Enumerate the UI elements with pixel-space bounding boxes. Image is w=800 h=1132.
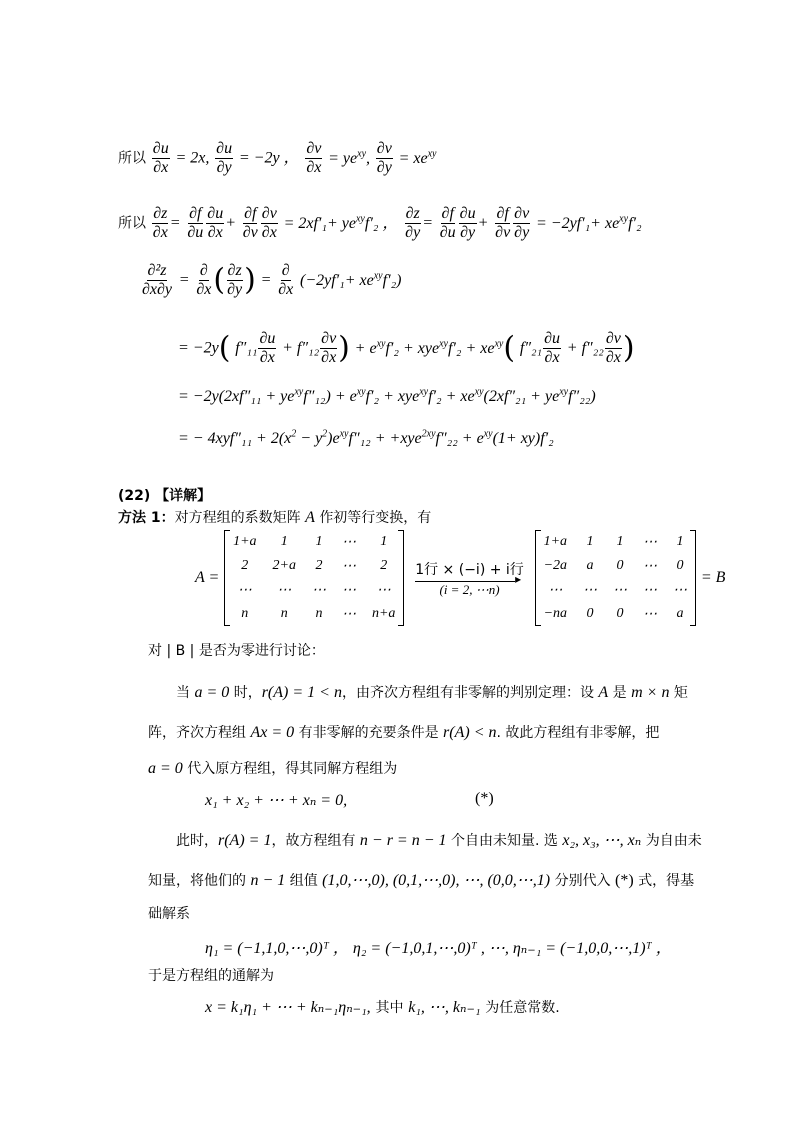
fraction: $\frac{\partial}{\partial x}$	[196, 262, 212, 298]
matrix-row	[536, 530, 695, 554]
fraction: $\frac{\partial f}{\partial u}$	[187, 205, 204, 241]
matrix-cell: ⋯	[311, 582, 326, 598]
matrix-cell: 1	[280, 534, 288, 549]
equation-tag: (*)	[475, 790, 494, 807]
matrix-cell: 0	[586, 606, 594, 621]
eq-part: = −2y	[178, 339, 219, 357]
matrix-symbol: A	[305, 509, 315, 526]
matrix-cell: n	[241, 606, 249, 621]
matrix-cell: ⋯	[277, 582, 292, 598]
matrix-cell: ⋯	[548, 582, 563, 598]
eq-part: (2xf″₂₁ + ye	[483, 388, 560, 405]
matrix-a	[224, 530, 404, 626]
fraction: $\frac{\partial v}{\partial x}$	[321, 330, 337, 366]
matrix-cell: 1	[676, 534, 684, 549]
matrix-cell: ⋯	[673, 582, 688, 598]
fraction: $\frac{\partial u}{\partial x}$	[544, 330, 561, 366]
method-line	[118, 507, 431, 527]
row-operation-label: 1行 × (−i) + i行	[415, 561, 524, 578]
matrix-cell: 1	[315, 534, 323, 549]
fraction: $\frac{\partial}{\partial x}$	[278, 262, 294, 298]
fraction: $\frac{\partial u}{\partial x}$	[207, 205, 224, 241]
matrix-cell: ⋯	[643, 558, 658, 574]
eq-part: f″₁₁	[235, 339, 258, 357]
matrix-cell: 0	[616, 558, 624, 573]
matrix-cell: 1	[586, 534, 594, 549]
paragraph-3: 阵，齐次方程组 Ax = 0 有非零解的充要条件是 r(A) < n. 故此方程组有非零解，把	[148, 724, 660, 741]
row-operation-range: (i = 2, ⋯n)	[439, 581, 500, 597]
matrix-cell: ⋯	[341, 582, 356, 598]
matrix-row	[536, 578, 695, 602]
eq-part: + f″₁₂	[282, 339, 320, 357]
matrix-a-label: A =	[195, 569, 220, 586]
equation-line-6: = − $4xyf''_{11} + 2(x^2 - y^2)e^{xy}f''_{12} + +xye^{2xy}f''_{22} + e^{xy}(1+ xy)f'_2$	[178, 428, 554, 447]
fraction-dv-dx: $\frac{\partial v}{\partial x}$	[306, 140, 322, 176]
eq-part: = $xe^{xy}$	[398, 148, 437, 167]
paragraph-4: a = 0 代入原方程组，得其同解方程组为	[148, 760, 398, 777]
matrix-cell: −2a	[543, 558, 568, 573]
eq-part: − y	[296, 430, 323, 447]
fraction: $\frac{\partial v}{\partial y}$	[514, 205, 530, 241]
eq-part: )e	[327, 430, 340, 447]
eq-part: = 2x,	[175, 149, 210, 167]
matrix-row	[536, 602, 695, 626]
matrix-cell: 0	[676, 558, 684, 573]
eq-part: f′₂ + xye	[365, 388, 420, 405]
fraction: $\frac{\partial v}{\partial x}$	[605, 330, 621, 366]
eq-part: = $2xf'_1+ ye^{xy}f'_2$ ，	[283, 213, 399, 232]
matrix-cell: ⋯	[376, 582, 391, 598]
fraction: $\frac{\partial u}{\partial y}$	[459, 205, 476, 241]
fraction-du-dy: $\frac{\partial u}{\partial y}$	[216, 140, 233, 176]
matrix-equation	[195, 530, 725, 626]
eq-part: f″₂₂ + e	[435, 430, 484, 447]
paragraph-7: 础解系	[148, 906, 190, 922]
matrix-cell: n	[315, 606, 323, 621]
general-solution: x = k₁η₁ + ⋯ + kₙ₋₁ηₙ₋₁, 其中 k₁, ⋯, kₙ₋₁ 为任意常数.	[205, 999, 560, 1016]
matrix-cell: 1+a	[233, 534, 257, 549]
matrix-cell: ⋯	[643, 606, 658, 622]
method-text: 作初等行变换，有	[319, 510, 432, 526]
section-heading: (22) 【详解】	[118, 488, 212, 504]
fraction: $\frac{\partial z}{\partial x}$	[152, 205, 168, 241]
method-text: 对方程组的系数矩阵	[174, 510, 301, 526]
eq-part: = $-2yf'_1+ xe^{xy}f'_2$	[535, 213, 642, 232]
matrix-cell: ⋯	[341, 558, 356, 574]
matrix-cell: ⋯	[341, 534, 356, 550]
fraction: $\frac{\partial z}{\partial y}$	[405, 205, 421, 241]
fraction-du-dx: $\frac{\partial u}{\partial x}$	[152, 140, 169, 176]
text-so: 所以	[118, 150, 146, 167]
equation-line-3: $\frac{\text{∂²z}}{\partial x\partial y}$ = $\frac{\partial}{\partial x}$ ( $\frac{\partial z}{\partial y}$ ) = $\frac{\partial}{\partial x}$ $(-2yf'_1+ xe^{xy}f'_2)$	[142, 262, 402, 298]
eq-part: $(-2yf'_1+ xe^{xy}f'_2)$	[300, 270, 402, 289]
eq-part: f″₂₂)	[568, 388, 596, 405]
fraction: $\frac{\partial f}{\partial u}$	[439, 205, 456, 241]
fraction: $\frac{\partial f}{\partial v}$	[242, 205, 258, 241]
matrix-row	[225, 578, 403, 602]
matrix-cell: 1+a	[543, 534, 568, 549]
fraction: $\frac{\partial f}{\partial v}$	[495, 205, 511, 241]
matrix-cell: ⋯	[583, 582, 598, 598]
row-operation-arrow	[415, 559, 524, 598]
fraction: $\frac{\partial z}{\partial y}$	[227, 262, 243, 298]
eq-part: = −2y(2xf″₁₁ + ye	[178, 388, 295, 405]
fraction-dv-dy: $\frac{\partial v}{\partial y}$	[376, 140, 392, 176]
fraction-second-derivative: $\frac{\text{∂²z}}{\partial x\partial y}$	[142, 262, 173, 298]
basic-solution-system: η₁ = (−1,1,0,⋯,0)ᵀ ， η₂ = (−1,0,1,⋯,0)ᵀ , ⋯, ηₙ₋₁ = (−1,0,0,⋯,1)ᵀ ，	[205, 940, 672, 957]
matrix-row	[536, 554, 695, 578]
equation-line-1	[118, 140, 436, 177]
paragraph-6: 知量，将他们的 n − 1 组值 (1,0,⋯,0), (0,1,⋯,0), ⋯, (0,0,⋯,1) 分别代入 (*) 式，得基	[148, 872, 695, 889]
method-label: 方法 1：	[118, 510, 175, 526]
matrix-cell: ⋯	[643, 534, 658, 550]
matrix-cell: ⋯	[341, 606, 356, 622]
matrix-cell: 2+a	[272, 558, 296, 573]
eq-part: (1+ xy)f′₂	[492, 430, 554, 447]
equation-line-2: 所以 $\frac{\partial z}{\partial x}$ = $\frac{\partial f}{\partial u}$ $\frac{\partial u}{\partial x}$ + $\frac{\partial f}{\partial v}$ $\frac{\partial v}{\partial x}$ = $2xf'_1+ ye^{xy}f'_2$ ， $\frac{\partial z}{\partial y}$ = $\frac{\partial f}{\partial u}$ $\frac{\partial u}{\partial y}$ + $\frac{\partial f}{\partial v}$ $\frac{\partial v}{\partial y}$ = $-2yf'_1+ xe^{xy}f'_2$	[118, 205, 642, 241]
eq-part: + f″₂₂	[566, 339, 604, 357]
matrix-cell: n	[280, 606, 288, 621]
matrix-cell: ⋯	[643, 582, 658, 598]
matrix-cell: ⋯	[613, 582, 628, 598]
eq-part: f″₁₂ + +xye	[348, 430, 422, 447]
matrix-cell: 1	[616, 534, 624, 549]
text-so: 所以	[118, 215, 146, 232]
eq-part: = −2y ，	[238, 149, 300, 167]
matrix-cell: n+a	[371, 606, 396, 621]
matrix-cell: −na	[543, 606, 568, 621]
matrix-cell: 2	[241, 558, 249, 573]
matrix-cell: ⋯	[237, 582, 252, 598]
fraction: $\frac{\partial u}{\partial x}$	[259, 330, 276, 366]
eq-part: + $e^{xy}f'_2 + xye^{xy}f'_2 + xe^{xy}$	[354, 338, 504, 357]
eq-part: = − 4xyf″₁₁ + 2(x	[178, 430, 292, 447]
matrix-b	[535, 530, 696, 626]
matrix-cell: 2	[315, 558, 323, 573]
eq-part: f″₁₂) + e	[303, 388, 357, 405]
equation-line-4: = −2y( f″₁₁ $\frac{\partial u}{\partial x}$ + f″₁₂ $\frac{\partial v}{\partial x}$ ) + $e^{xy}f'_2 + xye^{xy}f'_2 + xe^{xy}$( f″₂₁ $\frac{\partial u}{\partial x}$ + f″₂₂ $\frac{\partial v}{\partial x}$ )	[178, 330, 635, 366]
paragraph-8: 于是方程组的通解为	[148, 968, 274, 984]
matrix-row	[225, 530, 403, 554]
matrix-cell: a	[676, 606, 684, 621]
matrix-b-label: = B	[700, 569, 726, 586]
matrix-row	[225, 602, 403, 626]
matrix-cell: 2	[380, 558, 388, 573]
eq-part: f′₂ + xe	[428, 388, 475, 405]
paragraph-5: 此时，r(A) = 1，故方程组有 n − r = n − 1 个自由未知量. 选 x₂, x₃, ⋯, xₙ 为自由未	[176, 832, 702, 849]
matrix-row	[225, 554, 403, 578]
matrix-cell: 1	[380, 534, 388, 549]
matrix-cell: 0	[616, 606, 624, 621]
fraction: $\frac{\partial v}{\partial x}$	[261, 205, 277, 241]
eq-part: = $ye^{xy}$,	[328, 148, 371, 167]
eq-part: f″₂₁	[519, 339, 543, 357]
matrix-cell: a	[586, 558, 594, 573]
paragraph-2: 当 a = 0 时，r(A) = 1 < n，由齐次方程组有非零解的判别定理：设 A 是 m × n 矩	[176, 684, 688, 701]
equation-line-5: = $-2y(2xf''_{11} + ye^{xy}f''_{12}) + e^{xy}f'_2 + xye^{xy}f'_2 + xe^{xy}(2xf''_{21} + ye^{xy}f''_{22})$	[178, 386, 596, 405]
paragraph-1: 对 | B | 是否为零进行讨论：	[148, 643, 325, 659]
homogeneous-equation: x₁ + x₂ + ⋯ + xₙ = 0,	[205, 792, 348, 809]
